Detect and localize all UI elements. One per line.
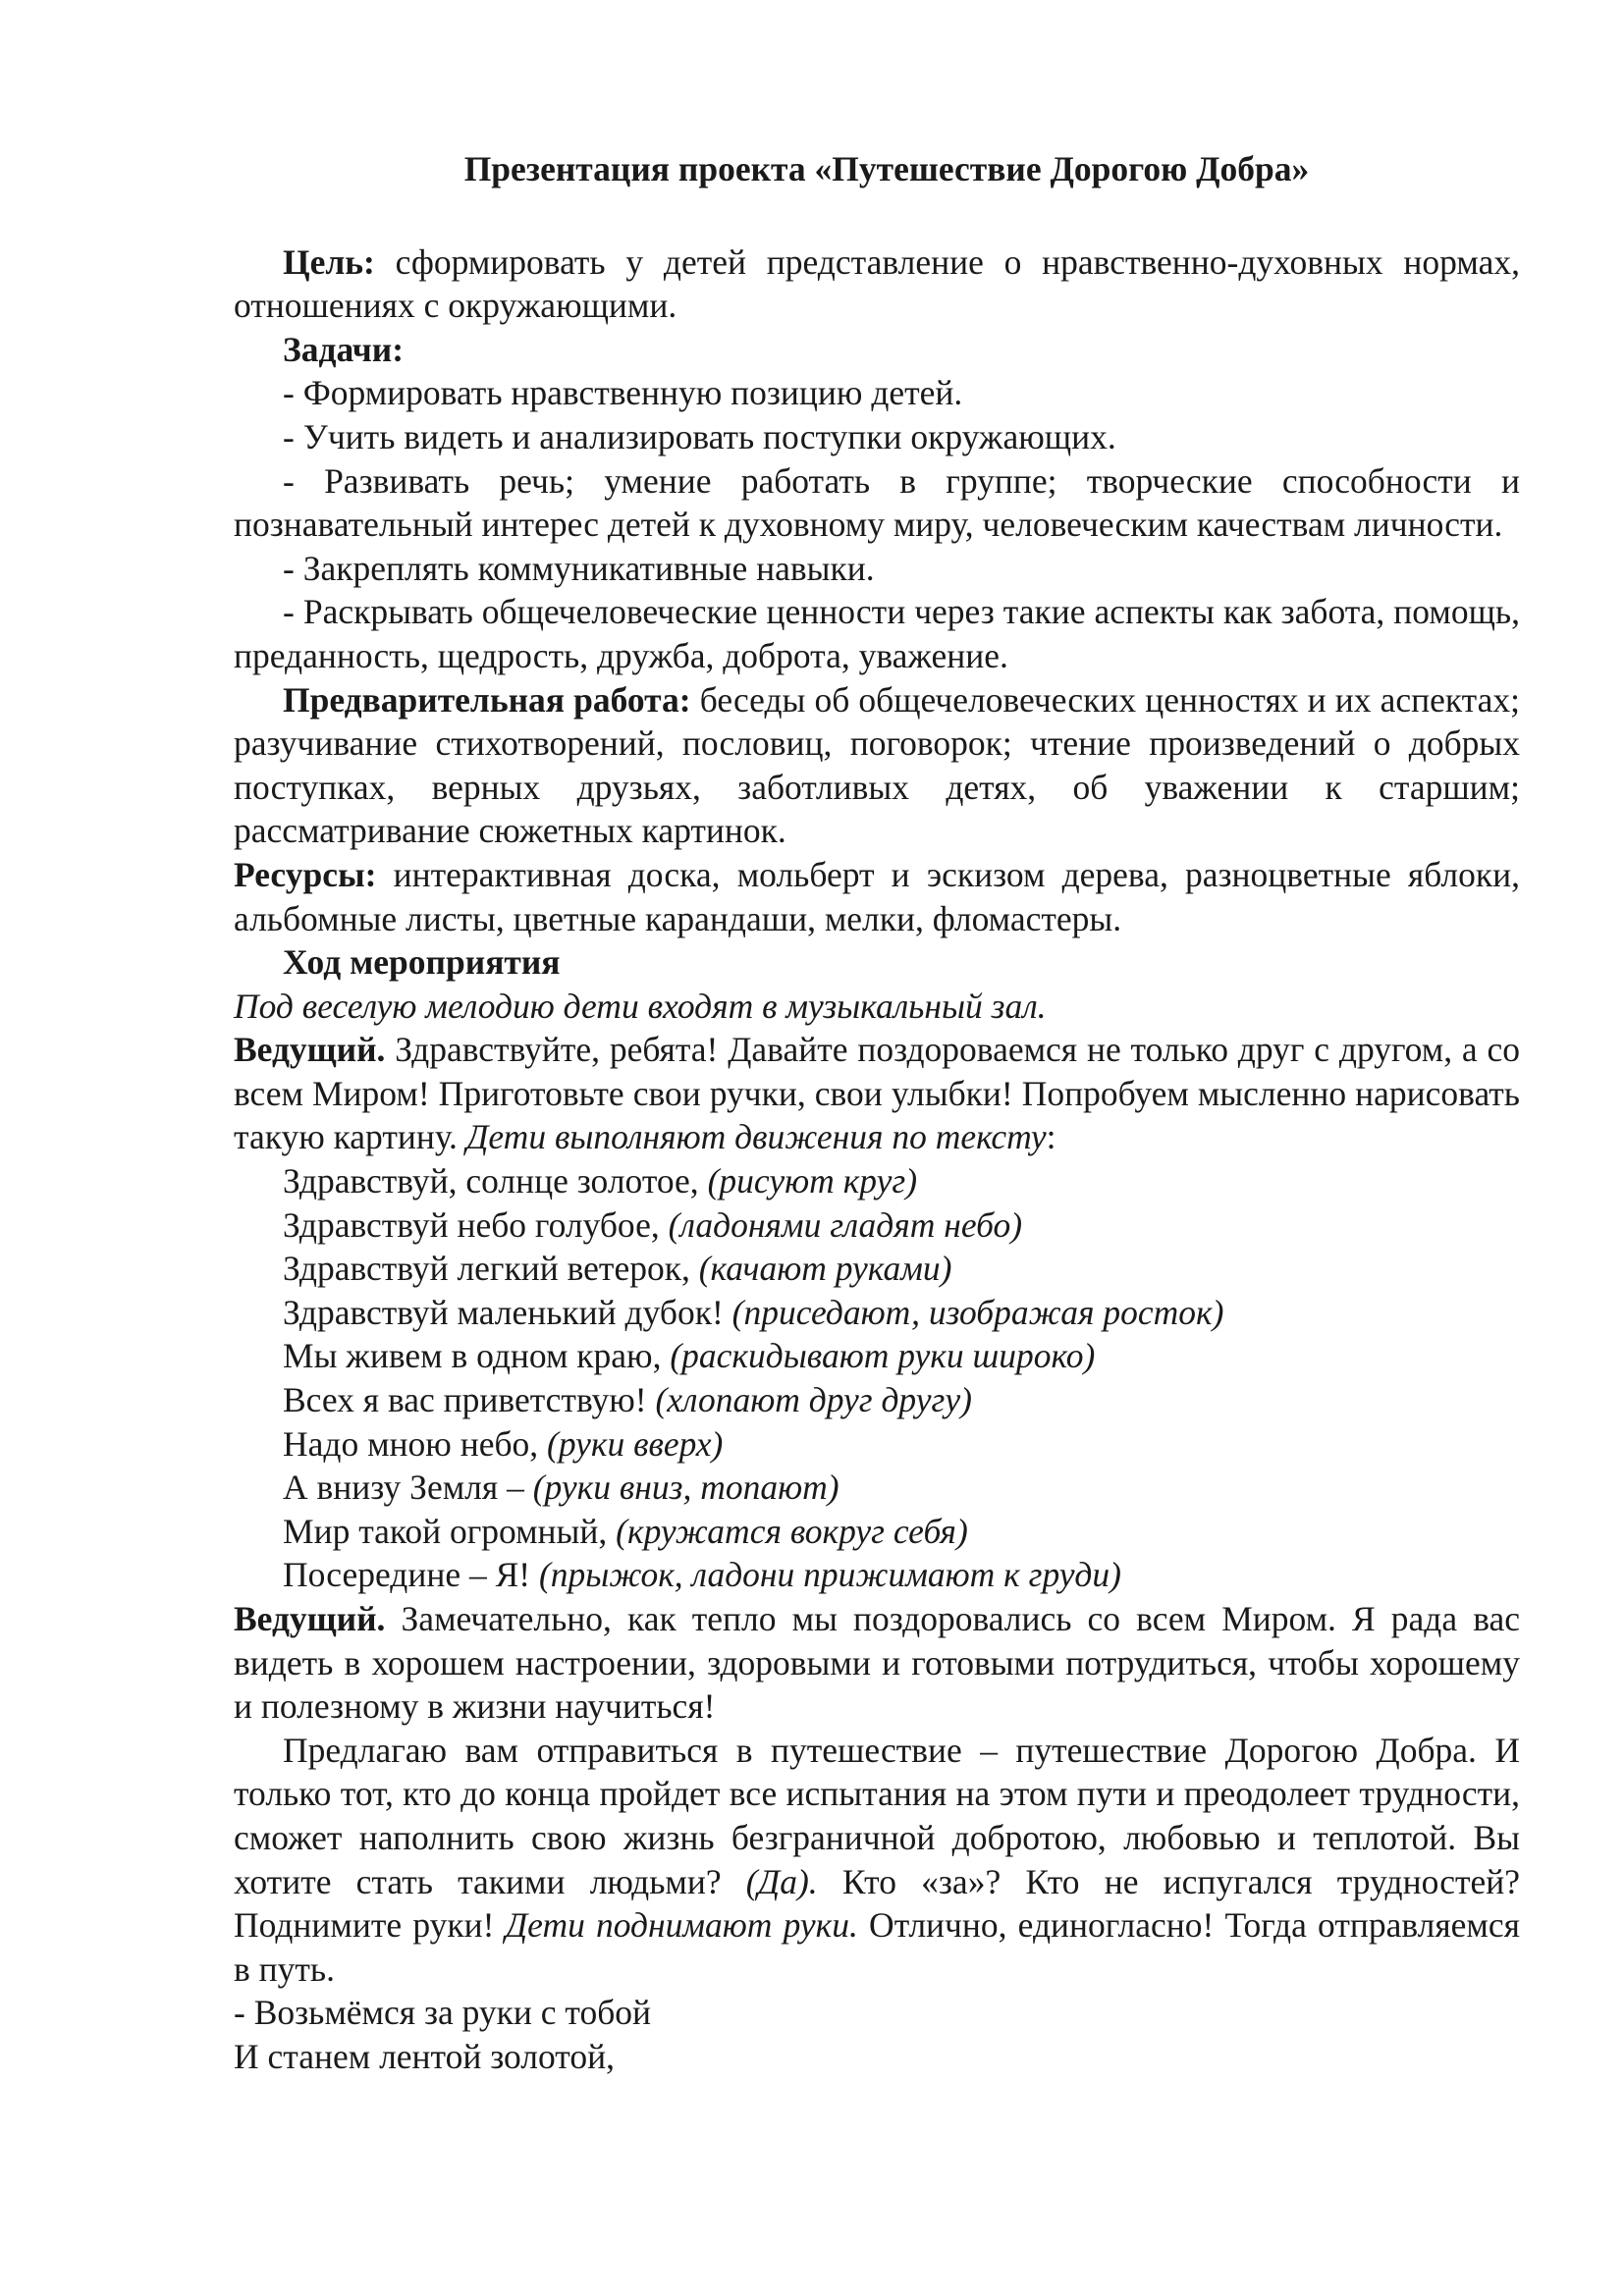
task-item: - Формировать нравственную позицию детей. [283,373,963,413]
verse-action: (раскидывают руки широко) [670,1336,1096,1376]
task-item: - Раскрывать общечеловеческие ценности через такие аспекты как забота, помощь, преданность, щедрость, дружба, доброта, уважение. [234,592,1520,675]
verse-action: (руки вверх) [547,1423,724,1464]
verse-action: (рисуют круг) [707,1161,918,1201]
greeting-verse [234,1159,1520,1597]
poem-line: И станем лентой золотой, [234,2036,615,2076]
resources-label: Ресурсы: [234,854,377,894]
verse-action: (кружатся вокруг себя) [616,1511,968,1551]
stage-direction: (Да). [745,1861,818,1901]
verse-line: Мы живем в одном краю, (раскидывают руки широко) [283,1336,1096,1376]
verse-line: Здравствуй, солнце золотое, (рисуют круг) [283,1161,918,1201]
task-item: - Развивать речь; умение работать в группе; творческие способности и познавательный интерес детей к духовному миру, человеческим качествам личности. [234,460,1520,545]
verse-line: Здравствуй небо голубое, (ладонями гладят небо) [283,1204,1023,1245]
prep-label: Предварительная работа: [283,679,691,720]
verse-line: Всех я вас приветствую! (хлопают друг другу) [283,1380,972,1420]
stage-direction: Дети поднимают руки. [505,1905,858,1946]
host-speech-1: Ведущий. Здравствуйте, ребята! Давайте поздороваемся не только друг с другом, а со всем Миром! Приготовьте свои ручки, свои улыбки! Попробуем мысленно нарисовать такую картину. Дети выполняют движения по тексту: [234,1030,1520,1157]
verse-action: (ладонями гладят небо) [668,1204,1023,1245]
intro-stage-direction: Под веселую мелодию дети входят в музыкальный зал. [234,986,1047,1026]
verse-action: (приседают, изображая росток) [731,1292,1224,1332]
journey-paragraph: Предлагаю вам отправиться в путешествие – путешествие Дорогою Добра. И только тот, кто до конца пройдет все испытания на этом пути и преодолеет трудности, сможет наполнить свою жизнь безграничной добротою, любовью и теплотой. Вы хотите стать такими людьми? (Да). Кто «за»? Кто не испугался трудностей? Поднимите руки! Дети поднимают руки. Отлично, единогласно! Тогда отправляемся в путь. [234,1730,1520,1989]
document-page [234,147,1520,2079]
verse-line: Здравствуй маленький дубок! (приседают, изображая росток) [283,1292,1224,1332]
goal-paragraph [234,240,1520,328]
task-item: - Закреплять коммуникативные навыки. [283,548,875,588]
verse-action: (прыжок, ладони прижимают к груди) [538,1555,1121,1595]
verse-line: Надо мною небо, (руки вверх) [283,1423,724,1464]
resources-paragraph [234,853,1520,940]
document-title: Презентация проекта «Путешествие Дорогою Добра» [463,149,1310,188]
host-label: Ведущий. [234,1030,386,1070]
verse-line: Мир такой огромный, (кружатся вокруг себя) [283,1511,968,1551]
poem-line: - Возьмёмся за руки с тобой [234,1993,652,2033]
verse-line: Посередине – Я! (прыжок, ладони прижимают к груди) [283,1555,1121,1595]
host-label: Ведущий. [234,1599,386,1638]
tasks-heading: Задачи: [283,329,405,369]
course-heading: Ход мероприятия [283,942,561,983]
prep-paragraph [234,678,1520,853]
resources-text: интерактивная доска, мольберт и эскизом дерева, разноцветные яблоки, альбомные листы, цветные карандаши, мелки, фломастеры. [234,854,1520,938]
verse-action: (качают руками) [698,1249,952,1289]
verse-action: (руки вниз, топают) [532,1468,839,1508]
prep-text: беседы об общечеловеческих ценностях и их аспектах; разучивание стихотворений, пословиц, поговорок; чтение произведений о добрых поступках, верных друзьях, заботливых детях, об уважении к старшим; рассматривание сюжетных картинок. [234,679,1520,851]
verse-line: А внизу Земля – (руки вниз, топают) [283,1468,839,1508]
goal-text: сформировать у детей представление о нравственно-духовных нормах, отношениях с окружающими. [234,241,1520,326]
verse-action: (хлопают друг другу) [655,1380,972,1420]
stage-direction: Дети выполняют движения по тексту [465,1117,1047,1157]
goal-label: Цель: [283,241,375,282]
host-speech-2: Ведущий. Замечательно, как тепло мы поздоровались со всем Миром. Я рада вас видеть в хорошем настроении, здоровыми и готовыми потрудиться, чтобы хорошему и полезному в жизни научиться! [234,1599,1520,1727]
task-item: - Учить видеть и анализировать поступки окружающих. [283,416,1116,456]
verse-line: Здравствуй легкий ветерок, (качают руками) [283,1249,952,1289]
